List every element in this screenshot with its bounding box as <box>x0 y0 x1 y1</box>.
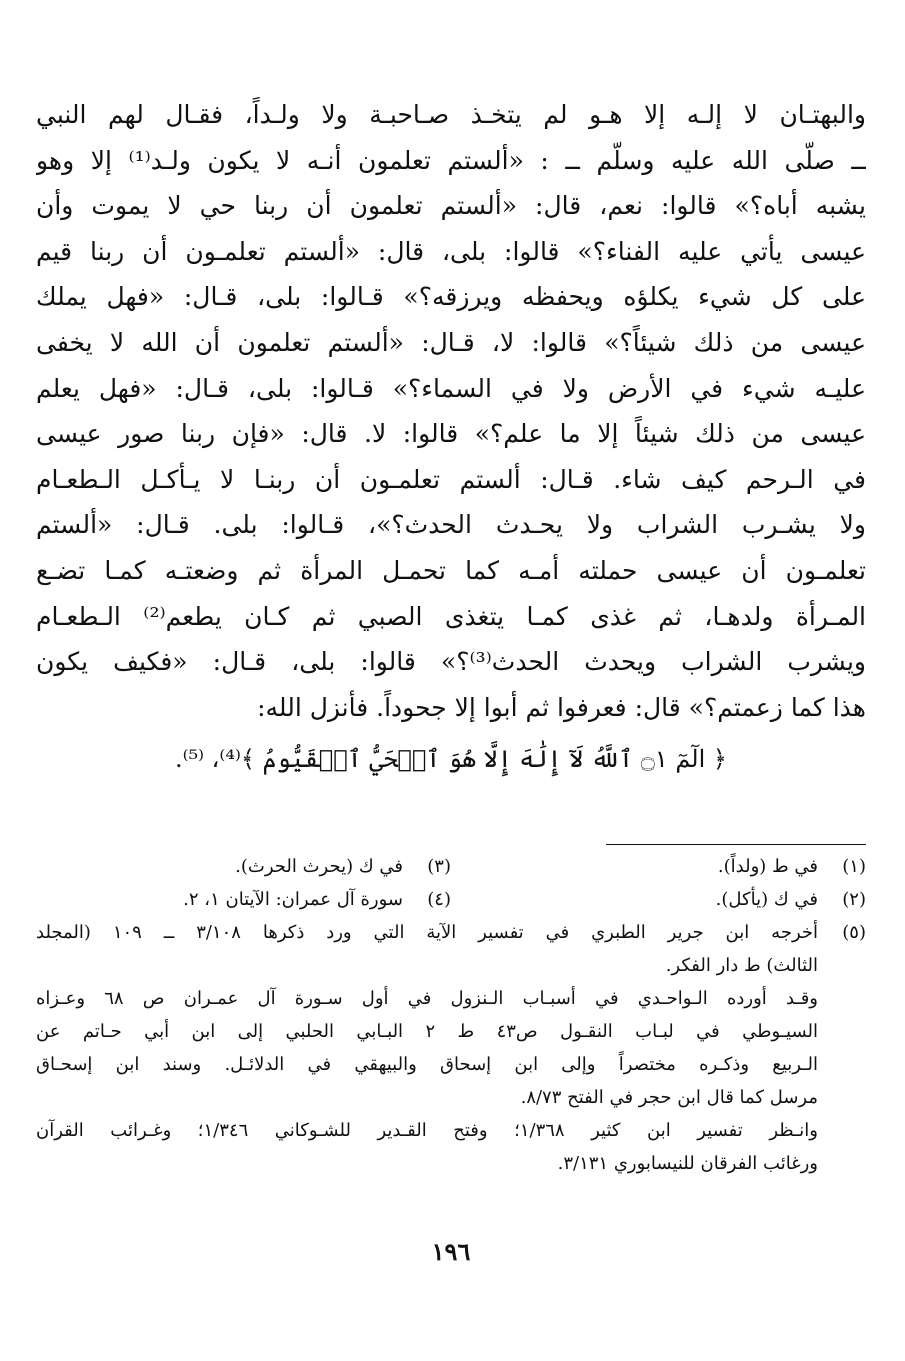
text-line: ــ صلّى الله عليه وسلّم ــ : «ألستم تعلمون أنـه لا يكون ولـد⁽¹⁾ إلا وهو <box>36 145 866 175</box>
footnote-5 <box>36 916 866 982</box>
footnote-number: (٢) <box>842 889 866 910</box>
footnote-number: (٥) <box>842 922 866 943</box>
footnote-text: في ط (ولداً). <box>717 856 818 877</box>
footnote-line: الثالث) ط دار الفكر. <box>665 955 818 976</box>
footnote-paragraph <box>36 982 866 1114</box>
footnote-number: (١) <box>842 856 866 877</box>
footnote-line: وقـد أورده الـواحـدي في أسبـاب الـنزول في أول سـورة آل عمـران ص ٦٨ وعـزاه <box>36 988 818 1009</box>
text-line: يشبه أباه؟» قالوا: نعم، قال: «ألستم تعلمون أن ربنا حي لا يموت وأن <box>36 191 866 221</box>
footnote-text: في ك (يحرث الحرث). <box>235 856 403 877</box>
footnote-1 <box>451 850 866 883</box>
footnote-divider <box>606 844 866 845</box>
footnote-paragraph <box>36 1114 866 1180</box>
footnote-3 <box>36 850 451 883</box>
footnote-line: السيـوطي في لبـاب النقـول ص٤٣ ط ٢ البـابي الحلبي إلى ابن أبي حـاتم عن <box>36 1021 818 1042</box>
footnote-body <box>36 916 818 982</box>
text-line: ولا يشـرب الشراب ولا يحـدث الحدث؟»، قـالوا: بلى. قـال: «ألستم <box>36 510 866 540</box>
page-number: ١٩٦ <box>431 1237 471 1266</box>
footnote-row <box>36 850 866 883</box>
footnote-2 <box>451 883 866 916</box>
text-line: على كل شيء يكلؤه ويحفظه ويرزقه؟» قـالوا: بلى، قـال: «فهل يملك <box>36 282 866 312</box>
text-line: عيسى يأتي عليه الفناء؟» قالوا: بلى، قال: «ألستم تعلمـون أن ربنا قيم <box>36 236 866 266</box>
footnote-number: (٣) <box>427 856 451 877</box>
quran-verse: ﴿ الٓمٓ ۝١ ٱللَّهُ لَآ إِلَٰهَ إِلَّا هُوَ ٱلۡحَيُّ ٱلۡقَيُّومُ ﴾⁽⁴⁾، ⁽⁵⁾. <box>175 745 727 774</box>
text-line: عيسى من ذلك شيئاً إلا ما علم؟» قالوا: لا. قال: «فإن ربنا صور عيسى <box>36 419 866 449</box>
text-line: عليـه شيء في الأرض ولا في السماء؟» قـالوا: بلى، قـال: «فهل يعلم <box>36 373 866 403</box>
footnotes <box>36 850 866 1180</box>
footnote-line: أخرجه ابن جرير الطبري في تفسير الآية التي ورد ذكرها ٣/١٠٨ ــ ١٠٩ (المجلد <box>36 922 818 943</box>
text-line: ويشرب الشراب ويحدث الحدث⁽³⁾؟» قالوا: بلى، قـال: «فكيف يكون <box>36 647 866 677</box>
text-line: في الـرحم كيف شاء. قـال: ألستم تعلمـون أن ربنـا لا يـأكـل الـطعـام <box>36 464 866 494</box>
main-text <box>36 92 866 730</box>
footnote-line: مرسل كما قال ابن حجر في الفتح ٨/٧٣. <box>520 1087 818 1108</box>
text-line: هذا كما زعمتم؟» قال: فعرفوا ثم أبوا إلا جحوداً. فأنزل الله: <box>257 692 866 722</box>
text-line: والبهتـان لا إلـه إلا هـو لم يتخـذ صـاحبـة ولا ولـداً، فقـال لهم النبي <box>36 100 866 129</box>
text-line: المـرأة ولدهـا، ثم غذى كمـا يتغذى الصبي ثم كـان يطعم⁽²⁾ الـطعـام <box>36 601 866 631</box>
footnote-line: وانـظر تفسير ابن كثير ١/٣٦٨؛ وفتح القـدير للشـوكاني ١/٣٤٦؛ وغـرائب القرآن <box>36 1120 818 1141</box>
footnote-row <box>36 883 866 916</box>
footnote-number: (٤) <box>427 889 451 910</box>
page <box>36 92 866 1266</box>
footnote-line: ورغائب الفرقان للنيسابوري ٣/١٣١. <box>557 1153 818 1174</box>
text-line: تعلمـون أن عيسى حملته أمـه كما تحمـل المرأة ثم وضعتـه كمـا تضـع <box>36 555 866 585</box>
footnote-line: الـربيع وذكـره مختصراً وإلى ابن إسحاق والبيهقي في الدلائـل. وسند ابن إسحـاق <box>36 1054 818 1075</box>
footnote-4 <box>36 883 451 916</box>
text-line: عيسى من ذلك شيئاً؟» قالوا: لا، قـال: «ألستم تعلمون أن الله لا يخفى <box>36 327 866 357</box>
footnote-text: في ك (يأكل). <box>715 889 818 910</box>
footnote-text: سورة آل عمران: الآيتان ١، ٢. <box>183 889 403 910</box>
